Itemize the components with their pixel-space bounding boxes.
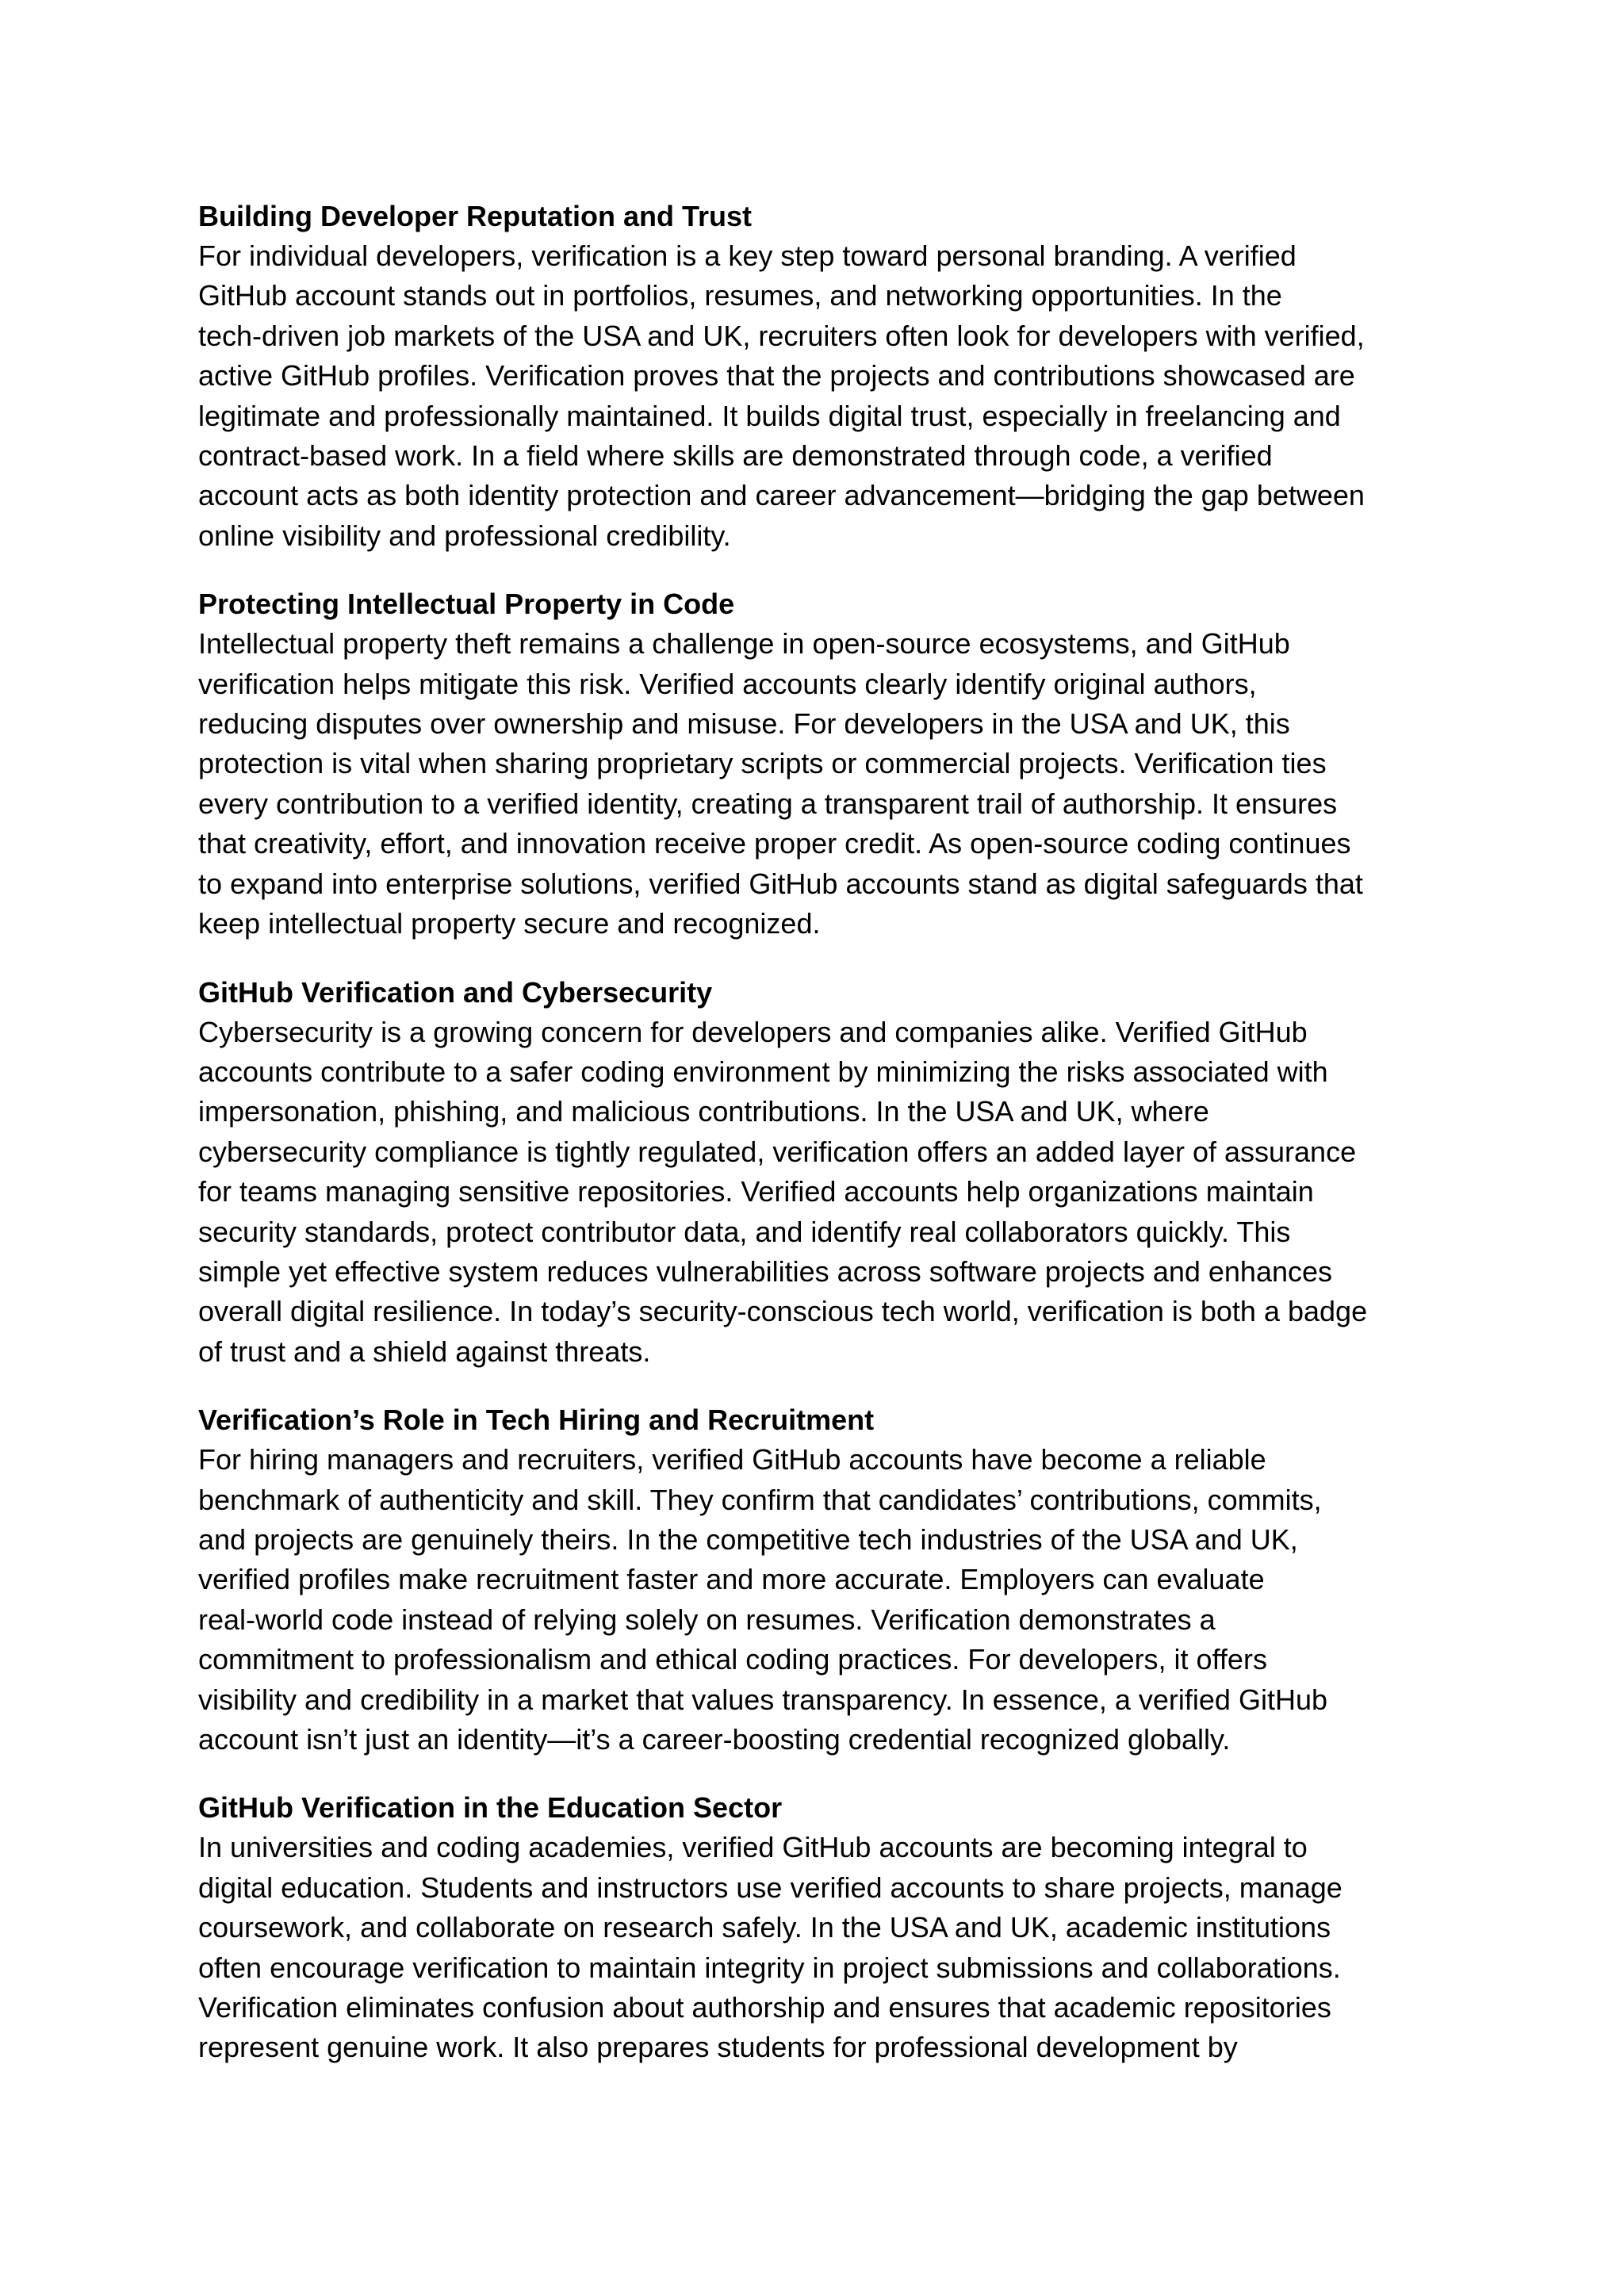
section-tech-hiring (198, 1400, 1435, 1760)
body-line: of trust and a shield against threats. (198, 1335, 651, 1368)
body-line: contract-based work. In a field where skills are demonstrated through code, a verified (198, 439, 1273, 473)
section-reputation-trust (198, 197, 1435, 556)
section-heading: Building Developer Reputation and Trust (198, 200, 753, 232)
body-line: impersonation, phishing, and malicious contributions. In the USA and UK, where (198, 1095, 1209, 1128)
body-line: keep intellectual property secure and recognized. (198, 907, 821, 940)
body-line: security standards, protect contributor data, and identify real collaborators quickly. This (198, 1215, 1291, 1248)
body-line: and projects are genuinely theirs. In the competitive tech industries of the USA and UK, (198, 1522, 1298, 1556)
body-line: For individual developers, verification is a key step toward personal branding. A verified (198, 239, 1297, 272)
section-heading: GitHub Verification in the Education Sector (198, 1791, 783, 1825)
section-intellectual-property (198, 584, 1435, 944)
body-line: coursework, and collaborate on research safely. In the USA and UK, academic institutions (198, 1911, 1331, 1944)
body-line: active GitHub profiles. Verification proves that the projects and contributions showcased are (198, 359, 1355, 393)
section-education (198, 1788, 1435, 2067)
body-line: overall digital resilience. In today’s security-conscious tech world, verification is both a badge (198, 1295, 1368, 1328)
body-line: Verification eliminates confusion about authorship and ensures that academic repositories (198, 1991, 1331, 2024)
body-line: often encourage verification to maintain integrity in project submissions and collaborations. (198, 1951, 1341, 1984)
section-heading: Protecting Intellectual Property in Code (198, 588, 735, 621)
body-line: commitment to professionalism and ethical coding practices. For developers, it offers (198, 1643, 1267, 1676)
body-line: real-world code instead of relying solely on resumes. Verification demonstrates a (198, 1603, 1216, 1636)
body-line: every contribution to a verified identity, creating a transparent trail of authorship. It ensures (198, 787, 1338, 820)
body-line: Cybersecurity is a growing concern for developers and companies alike. Verified GitHub (198, 1015, 1308, 1048)
body-line: for teams managing sensitive repositories. Verified accounts help organizations maintain (198, 1175, 1314, 1208)
body-line: benchmark of authenticity and skill. They confirm that candidates’ contributions, commits, (198, 1483, 1322, 1516)
body-line: account isn’t just an identity—it’s a career-boosting credential recognized globally. (198, 1723, 1231, 1756)
body-line: that creativity, effort, and innovation receive proper credit. As open-source coding continues (198, 827, 1351, 860)
section-heading: GitHub Verification and Cybersecurity (198, 975, 713, 1009)
body-line: digital education. Students and instructors use verified accounts to share projects, manage (198, 1871, 1342, 1904)
body-line: verification helps mitigate this risk. Verified accounts clearly identify original authors, (198, 667, 1257, 700)
body-line: simple yet effective system reduces vulnerabilities across software projects and enhances (198, 1254, 1333, 1288)
body-line: protection is vital when sharing proprietary scripts or commercial projects. Verification ties (198, 747, 1327, 780)
body-line: reducing disputes over ownership and misuse. For developers in the USA and UK, this (198, 707, 1290, 741)
section-body (198, 236, 1435, 556)
body-line: For hiring managers and recruiters, verified GitHub accounts have become a reliable (198, 1443, 1266, 1476)
body-line: accounts contribute to a safer coding environment by minimizing the risks associated with (198, 1055, 1328, 1088)
section-cybersecurity (198, 973, 1435, 1373)
body-line: to expand into enterprise solutions, verified GitHub accounts stand as digital safeguards that (198, 867, 1363, 900)
section-heading: Verification’s Role in Tech Hiring and Recruitment (198, 1404, 875, 1437)
body-line: online visibility and professional credibility. (198, 519, 731, 552)
body-line: GitHub account stands out in portfolios, resumes, and networking opportunities. In the (198, 279, 1282, 312)
section-body (198, 1828, 1435, 2067)
body-line: Intellectual property theft remains a challenge in open-source ecosystems, and GitHub (198, 627, 1290, 661)
body-line: verified profiles make recruitment faster and more accurate. Employers can evaluate (198, 1563, 1265, 1596)
body-line: visibility and credibility in a market that values transparency. In essence, a verified GitHub (198, 1683, 1327, 1716)
body-line: represent genuine work. It also prepares students for professional development by (198, 2031, 1238, 2064)
body-line: legitimate and professionally maintained. It builds digital trust, especially in freelancing and (198, 399, 1341, 432)
body-line: cybersecurity compliance is tightly regulated, verification offers an added layer of assurance (198, 1135, 1357, 1168)
document-page (198, 197, 1435, 2097)
section-body (198, 624, 1435, 944)
body-line: tech-driven job markets of the USA and UK, recruiters often look for developers with verified, (198, 319, 1365, 352)
section-body (198, 1013, 1435, 1373)
body-line: In universities and coding academies, verified GitHub accounts are becoming integral to (198, 1831, 1308, 1864)
body-line: account acts as both identity protection and career advancement—bridging the gap between (198, 479, 1365, 512)
section-body (198, 1440, 1435, 1760)
